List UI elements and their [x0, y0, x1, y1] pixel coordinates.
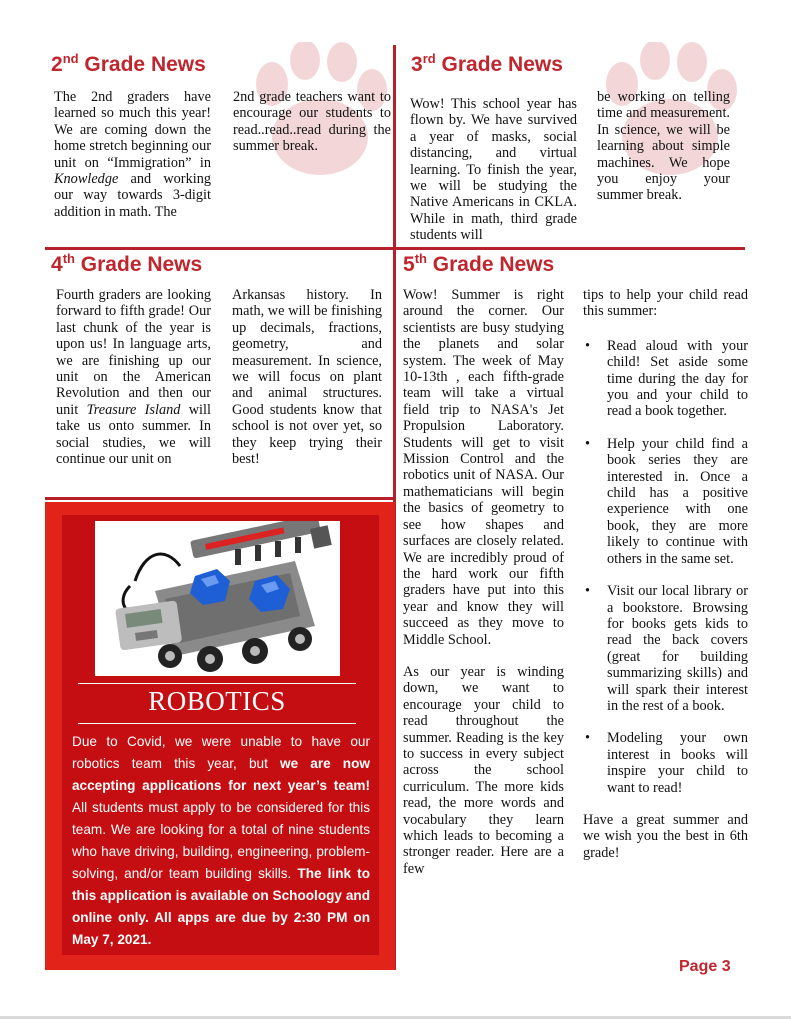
grade2-column-2: 2nd grade teachers want to encourage our students to read..read..read during the summer break. — [233, 89, 391, 155]
grade5-heading: 5th Grade News — [403, 251, 555, 276]
grade4-column-2: Arkansas history. In math, we will be finishing up decimals, fractions, geometry, and measurement. In science, we will focus on plant and animal structures. Good students know that school is not over yet, so they keep trying their best! — [232, 287, 382, 468]
grade5-column-1: Wow! Summer is right around the corner. Our scientists are busy studying the planets and solar system. The week of May 10-13th , each fifth-grade team will take a virtual field trip to NASA's Jet Propulsion Laboratory. Students will get to visit Mission Control and the robotics unit of NASA. Our mathematicians will begin the basics of geometry to see how shapes and surfaces are closely related. We are incredibly proud of the hard work our fifth graders have put into this year and know they will succeed as they move to Middle School. As our year is winding down, we want to encourage your child to read throughout the summer. Reading is the key to success in every subject across the school curriculum. The more kids read, the more words and vocabulary they learn which leads to becoming a stronger reader. Here are a few — [403, 287, 564, 877]
section-divider — [45, 497, 395, 500]
robotics-title-rule-top — [78, 683, 356, 684]
horizontal-divider — [45, 247, 745, 250]
footer-bar — [0, 1016, 791, 1019]
grade4-column-1: Fourth graders are looking forward to fifth grade! Our last chunk of the year is upon us! In language arts, we are finishing up our unit on the American Revolution and then our unit Treasure Island will take us onto summer. In social studies, we will continue our unit on — [56, 287, 211, 468]
robot-image — [95, 521, 340, 676]
list-item: • Help your child find a book series they are interested in. Once a child has a positive experience with one book, they are more likely to continue with others in the same set. — [583, 436, 748, 567]
robotics-text: Due to Covid, we were unable to have our robotics team this year, but we are now accepting applications for next year’s team! All students must apply to be considered for this team. We are looking for a total of nine students who have driving, building, engineering, problem-solving, and/or team building skills. The link to this application is available on Schoology and online only. All apps are due by 2:30 PM on May 7, 2021. — [72, 734, 370, 947]
list-item: • Visit our local library or a bookstore. Browsing for books gets kids to read the back covers (great for building summarizing skills) and will spark their interest in the rest of a book. — [583, 583, 748, 714]
grade3-column-1: Wow! This school year has flown by. We have survived a year of masks, social distancing, and virtual learning. To finish the year, we will be studying the Native Americans in CKLA. While in math, third grade students will — [410, 96, 577, 244]
reading-tips-list — [583, 338, 748, 796]
grade2-column-1: The 2nd graders have learned so much this year! We are coming down the home stretch beginning our unit on “Immigration” in Knowledge and working our way towards 3-digit addition in math. The — [54, 89, 211, 220]
grade4-heading: 4th Grade News — [51, 251, 203, 276]
robotics-title-rule-bottom — [78, 723, 356, 724]
robotics-title: ROBOTICS — [148, 686, 286, 716]
grade2-heading: 2nd Grade News — [51, 51, 206, 76]
grade5-column-2: tips to help your child read this summer: • Read aloud with your child! Set aside some time during the day for you and your child to read a book together. • Help your child find a book series they are interested in. Once a child has a positive experience with one book, they are more likely to continue with others in the same set. • Visit our local library or a bookstore. Browsing for books gets kids to read the back covers (great for building summarizing skills) and will spark their interest in the rest of a book. • Modeling your own interest in books will inspire your child to want to read! Have a great summer and we wish you the best in 6th grade! — [583, 287, 748, 861]
grade3-heading: 3rd Grade News — [411, 51, 563, 76]
page-number: Page 3 — [679, 958, 731, 975]
list-item: • Read aloud with your child! Set aside some time during the day for you and your child to read a book together. — [583, 338, 748, 420]
grade3-column-2: be working on telling time and measurement. In science, we will be learning about simple machines. We hope you enjoy your summer break. — [597, 89, 730, 204]
list-item: • Modeling your own interest in books will inspire your child to want to read! — [583, 730, 748, 796]
